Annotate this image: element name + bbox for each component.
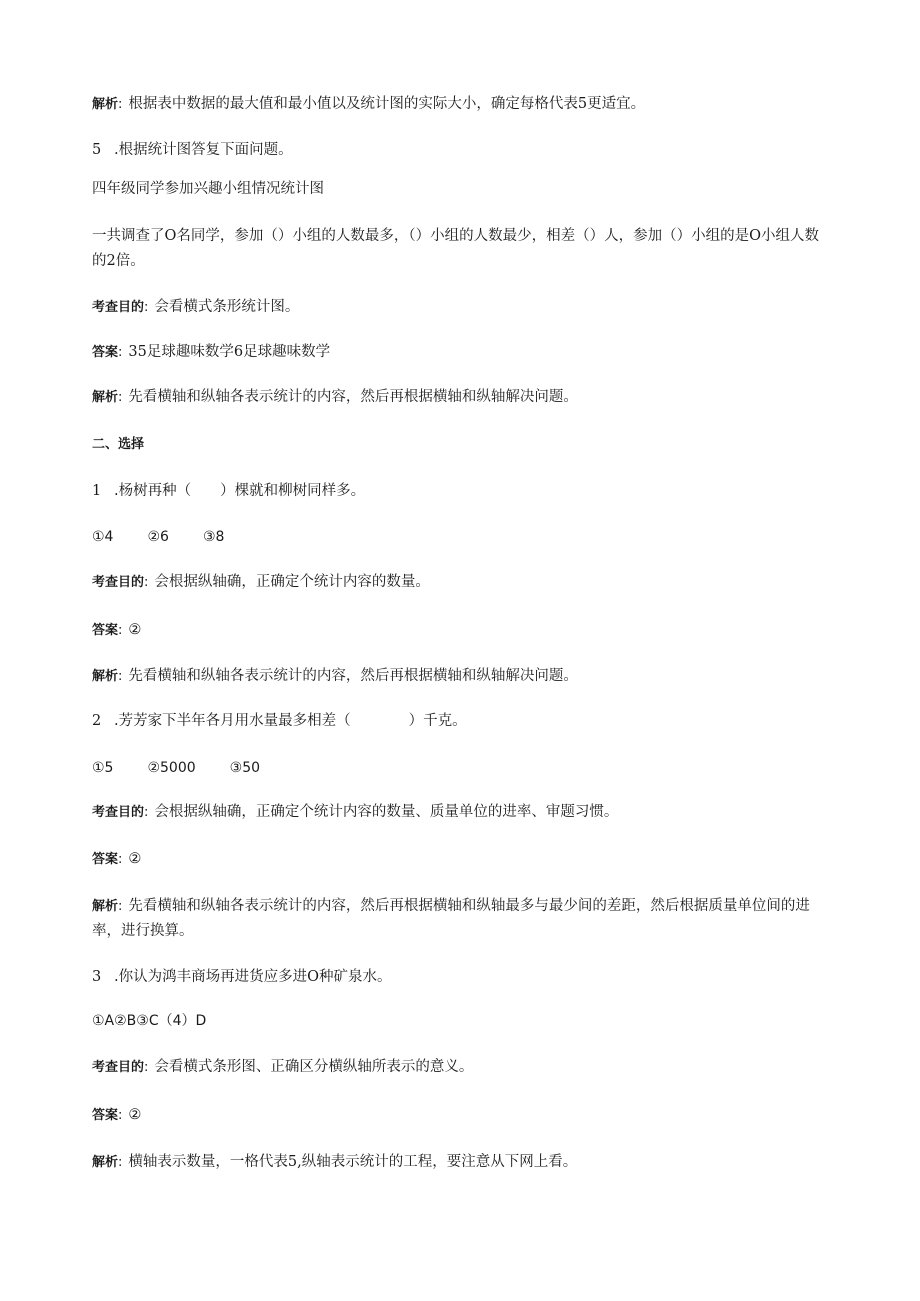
c1-answer: 答案: ② (92, 622, 142, 638)
q5-purpose: 考查目的: 会看横式条形统计图。 (92, 299, 300, 315)
q5-analysis: 解析: 先看横轴和纵轴各表示统计的内容，然后再根据横轴和纵轴解决问题。 (92, 389, 578, 405)
c3-purpose: 考查目的: 会看横式条形图、正确区分横纵轴所表示的意义。 (92, 1059, 474, 1075)
q5-answer: 答案: 35足球趣味数学6足球趣味数学 (92, 344, 331, 360)
chart-title: 四年级同学参加兴趣小组情况统计图 (92, 181, 324, 197)
question-text: .根据统计图答复下面问题。 (114, 142, 293, 158)
purpose-label: 考查目的 (92, 300, 145, 315)
option-2[interactable]: ②5000 (147, 760, 196, 776)
c2-purpose: 考查目的: 会根据纵轴确，正确定个统计内容的数量、质量单位的进率、审题习惯。 (92, 804, 619, 820)
choice-1-options (92, 526, 258, 548)
option-1[interactable]: ①5 (92, 760, 114, 776)
option-3[interactable]: ③50 (229, 760, 261, 776)
choice-question-2: 2 .芳芳家下半年各月用水量最多相差（ ）千克。 (92, 713, 467, 729)
c1-purpose: 考查目的: 会根据纵轴确，正确定个统计内容的数量。 (92, 574, 430, 590)
option-3[interactable]: ③8 (202, 529, 225, 545)
analysis-label: 解析 (92, 390, 119, 405)
question-5-body: 一共调查了O名同学，参加（）小组的人数最多，（）小组的人数最少，相差（）人，参加（）小组的是O小组人数的2倍。 (92, 228, 820, 269)
c3-answer: 答案: ② (92, 1107, 142, 1123)
choice-3-options[interactable]: ①A②B③C（4）D (92, 1013, 207, 1029)
question-5 (92, 139, 293, 161)
analysis-text: 根据表中数据的最大值和最小值以及统计图的实际大小，确定每格代表5更适宜。 (128, 96, 646, 112)
option-1[interactable]: ①4 (92, 529, 114, 545)
option-2[interactable]: ②6 (147, 529, 169, 545)
c1-analysis: 解析: 先看横轴和纵轴各表示统计的内容，然后再根据横轴和纵轴解决问题。 (92, 668, 578, 684)
intro-analysis: 解析: 根据表中数据的最大值和最小值以及统计图的实际大小，确定每格代表5更适宜。 (92, 96, 646, 112)
choice-2-options (92, 757, 294, 779)
choice-question-1: 1 .杨树再种（ ）棵就和柳树同样多。 (92, 483, 366, 499)
question-number: 5 (92, 142, 102, 158)
c2-analysis: 解析: 先看横轴和纵轴各表示统计的内容，然后再根据横轴和纵轴最多与最少间的差距，然后根据质量单位间的进率，进行换算。 (92, 898, 810, 939)
choice-question-3: 3 .你认为鸿丰商场再进货应多进O种矿泉水。 (92, 969, 392, 985)
analysis-label: 解析 (92, 97, 119, 112)
answer-label: 答案 (92, 345, 119, 360)
c2-answer: 答案: ② (92, 851, 142, 867)
section-title: 二、选择 (92, 437, 145, 452)
c3-analysis: 解析: 横轴表示数量，一格代表5,纵轴表示统计的工程，要注意从下网上看。 (92, 1154, 578, 1170)
